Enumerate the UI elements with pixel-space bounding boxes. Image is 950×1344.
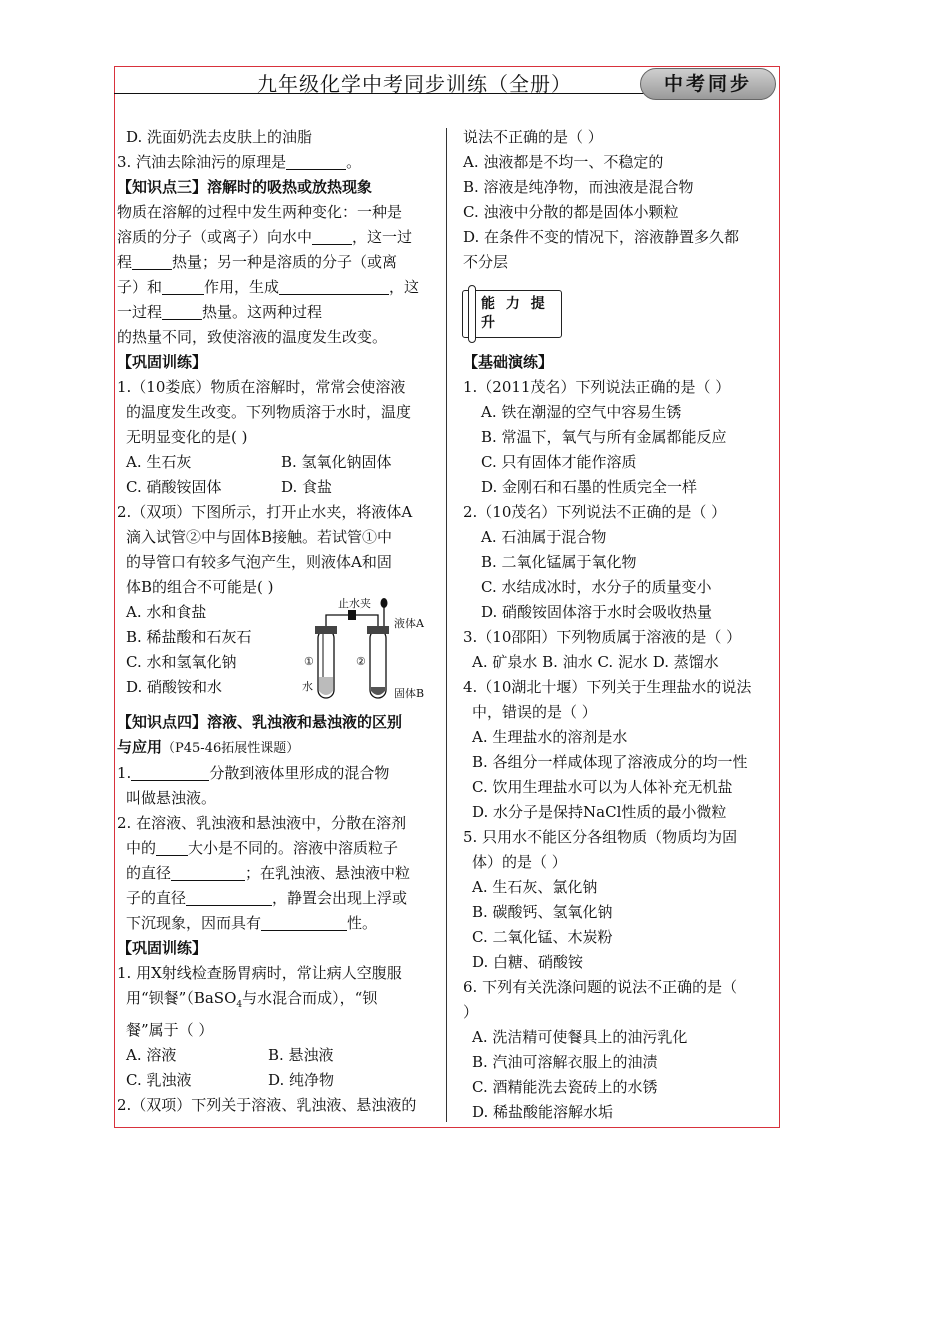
question-text: 2.（双项）下列关于溶液、乳浊液、悬浊液的	[117, 1096, 417, 1114]
right-column	[463, 125, 775, 1125]
column-divider	[446, 128, 447, 1122]
question-text: 1.（10娄底）物质在溶解时，常常会使溶液	[117, 378, 406, 396]
section-heading: 【知识点三】溶解时的吸热或放热现象	[117, 178, 373, 196]
option-row: C. 乳浊液 D. 纯净物	[126, 1071, 335, 1089]
option-text: B. 常温下，氧气与所有金属都能反应	[481, 428, 727, 446]
option-text: C. 酒精能洗去瓷砖上的水锈	[472, 1078, 658, 1096]
option-text: A. 浊液都是不均一、不稳定的	[463, 153, 664, 171]
solid-b-label: 固体B	[394, 687, 425, 700]
question-text: 餐”属于（ ）	[126, 1021, 214, 1039]
answer-blank[interactable]	[286, 151, 346, 170]
question-text: 的导管口有较多气泡产生，则液体A和固	[126, 553, 392, 571]
option-text: D. 在条件不变的情况下，溶液静置多久都	[463, 228, 740, 246]
page-title: 九年级化学中考同步训练（全册）	[257, 72, 572, 96]
header-badge: 中考同步	[640, 68, 776, 100]
question-text: 的温度发生改变。下列物质溶于水时，温度	[126, 403, 412, 421]
answer-blank[interactable]	[132, 251, 172, 270]
option-text: B. 碳酸钙、氢氧化钠	[472, 903, 613, 921]
question-text: 2.（10茂名）下列说法不正确的是（ ）	[463, 503, 727, 521]
option-text: C. 饮用生理盐水可以为人体补充无机盐	[472, 778, 733, 796]
answer-blank[interactable]	[162, 301, 202, 320]
answer-blank[interactable]	[131, 762, 209, 781]
stopper-2	[367, 626, 389, 634]
question-text: 用“钡餐”（BaSO$_4$与水混合而成），“钡	[126, 989, 378, 1010]
question-text: 体B的组合不可能是( )	[126, 578, 274, 596]
clamp-label: 止水夹	[338, 597, 371, 610]
option-text: B. 溶液是纯净物，而浊液是混合物	[463, 178, 694, 196]
text-line: 叫做悬浊液。	[126, 789, 217, 807]
option-text: A. 石油属于混合物	[481, 528, 607, 546]
question-text: 无明显变化的是( )	[126, 428, 248, 446]
liquid-a-label: 液体A	[394, 617, 424, 630]
option-text: B. 二氧化锰属于氧化物	[481, 553, 637, 571]
question-text: 2.（双项）下图所示，打开止水夹，将液体A	[117, 503, 413, 521]
question-text: 6. 下列有关洗涤问题的说法不正确的是（	[463, 978, 738, 996]
solid-b	[371, 687, 385, 695]
text-line: 的热量不同，致使溶液的温度发生改变。	[117, 328, 388, 346]
option-text: A. 洗洁精可使餐具上的油污乳化	[472, 1028, 688, 1046]
section-heading: 与应用（P45-46拓展性课题）	[117, 738, 300, 756]
option-row: A. 生石灰 B. 氢氧化钠固体	[126, 453, 392, 471]
option-text: C. 二氧化锰、木炭粉	[472, 928, 613, 946]
question-text: 1. 用X射线检查肠胃病时，常让病人空腹服	[117, 964, 402, 982]
option-text: A. 生石灰、氯化钠	[472, 878, 598, 896]
question-text: 中，错误的是（ ）	[472, 703, 597, 721]
option-text: D. 稀盐酸能溶解水垢	[472, 1103, 614, 1121]
option-text: D. 金刚石和石墨的性质完全一样	[481, 478, 698, 496]
text-line: 中的 大小是不同的。溶液中溶质粒子	[126, 839, 399, 857]
section-heading: 【知识点四】溶液、乳浊液和悬浊液的区别	[117, 713, 403, 731]
question-text: 3.（10邵阳）下列物质属于溶液的是（ ）	[463, 628, 742, 646]
tube1-label: ①	[304, 655, 314, 668]
water-label: 水	[302, 680, 313, 693]
option-text: D. 硝酸铵固体溶于水时会吸收热量	[481, 603, 713, 621]
apparatus-diagram	[298, 595, 438, 710]
option-text: D. 白糖、硝酸铵	[472, 953, 584, 971]
question-text: 4.（10湖北十堰）下列关于生理盐水的说法	[463, 678, 752, 696]
text-line: 程 热量；另一种是溶质的分子（或离	[117, 253, 398, 271]
text-line: 2. 在溶液、乳浊液和悬浊液中，分散在溶剂	[117, 814, 407, 832]
section-heading: 【巩固训练】	[117, 939, 208, 957]
option-text: A. 生理盐水的溶剂是水	[472, 728, 628, 746]
section-heading: 【基础演练】	[463, 353, 554, 371]
text-line: 1. 分散到液体里形成的混合物	[117, 764, 390, 782]
section-heading: 【巩固训练】	[117, 353, 208, 371]
option-text: C. 水和氢氧化钠	[126, 653, 237, 671]
text-line: 子）和 作用，生成 ，这	[117, 278, 420, 296]
question-text: 5. 只用水不能区分各组物质（物质均为固	[463, 828, 738, 846]
title-underline	[114, 93, 654, 94]
text-line: 的直径 ；在乳浊液、悬浊液中粒	[126, 864, 411, 882]
text-line: D. 洗面奶洗去皮肤上的油脂	[126, 128, 313, 146]
option-text: A. 水和食盐	[126, 603, 207, 621]
text-line: 溶质的分子（或离子）向水中 ，这一过	[117, 228, 413, 246]
option-row: C. 硝酸铵固体 D. 食盐	[126, 478, 333, 496]
option-text: 不分层	[463, 253, 509, 271]
water-level	[319, 677, 333, 695]
answer-blank[interactable]	[312, 226, 352, 245]
text-line: 物质在溶解的过程中发生两种变化：一种是	[117, 203, 403, 221]
option-text: B. 稀盐酸和石灰石	[126, 628, 252, 646]
water-clamp	[348, 610, 356, 620]
question-text: 滴入试管②中与固体B接触。若试管①中	[126, 528, 393, 546]
option-text: C. 只有固体才能作溶质	[481, 453, 637, 471]
answer-blank[interactable]	[171, 862, 245, 881]
tube2-label: ②	[356, 655, 366, 668]
answer-blank[interactable]	[279, 276, 389, 295]
option-row: A. 矿泉水 B. 油水 C. 泥水 D. 蒸馏水	[472, 653, 719, 671]
option-text: D. 硝酸铵和水	[126, 678, 223, 696]
question-text: ）	[463, 1003, 479, 1021]
option-text: D. 水分子是保持NaCl性质的最小微粒	[472, 803, 727, 821]
answer-blank[interactable]	[162, 276, 204, 295]
option-text: B. 各组分一样咸体现了溶液成分的均一性	[472, 753, 748, 771]
text-line: 下沉现象，因而具有 性。	[126, 914, 378, 932]
option-text: C. 水结成冰时，水分子的质量变小	[481, 578, 712, 596]
option-text: A. 铁在潮湿的空气中容易生锈	[481, 403, 682, 421]
ability-scroll-banner: 能 力 提 升	[462, 290, 562, 338]
question-line: 3. 汽油去除油污的原理是 。	[117, 153, 362, 171]
answer-blank[interactable]	[156, 837, 188, 856]
option-text: B. 汽油可溶解衣服上的油渍	[472, 1053, 658, 1071]
option-text: C. 浊液中分散的都是固体小颗粒	[463, 203, 679, 221]
question-text: 体）的是（ ）	[472, 853, 567, 871]
option-row: A. 溶液 B. 悬浊液	[126, 1046, 334, 1064]
text-line: 一过程 热量。这两种过程	[117, 303, 323, 321]
answer-blank[interactable]	[186, 887, 272, 906]
stopper-1	[315, 626, 337, 634]
dropper-bulb	[381, 598, 388, 608]
question-text: 1.（2011茂名）下列说法正确的是（ ）	[463, 378, 731, 396]
question-text: 说法不正确的是（ ）	[463, 128, 603, 146]
answer-blank[interactable]	[261, 912, 347, 931]
text-line: 子的直径 ，静置会出现上浮或	[126, 889, 408, 907]
